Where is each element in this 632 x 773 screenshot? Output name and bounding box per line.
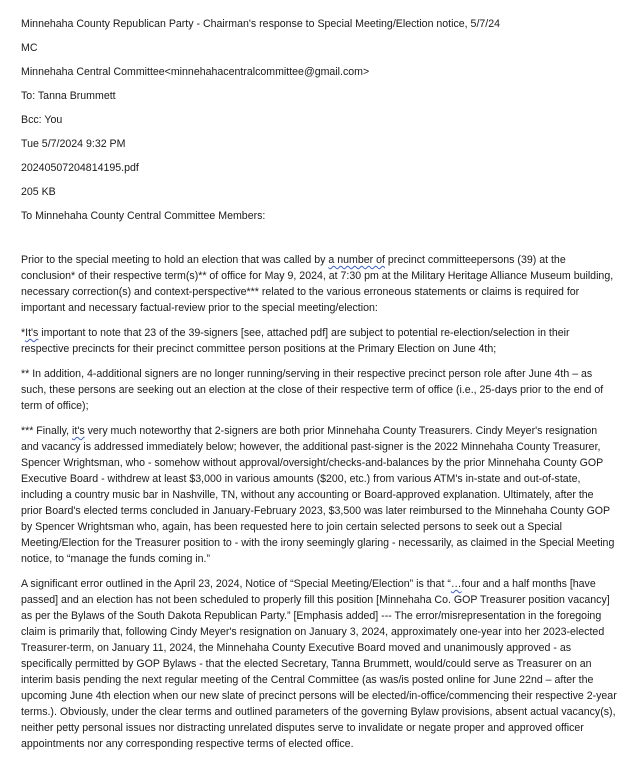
spellcheck-flag[interactable]: … [450,578,462,590]
spellcheck-flag[interactable]: it's [72,425,85,437]
body-paragraph-5: A significant error outlined in the April 23, 2024, Notice of “Special Meeting/Election” is that “…four and a half months [have passed] and an election has not been scheduled to properly fill this position [Minnehaha Co. GOP Treasurer position vacancy] as per the Bylaws of the South Dakota Republican Party.” [Emphasis added] --- The error/misrepresentation in the foregoing claim is primarily that, following Cindy Meyer's resignation on January 3, 2024, approximately one-year into her 2023-elected Treasurer-term, on January 11, 2024, the Minnehaha County Executive Board moved and unanimously approved - as specifically permitted by GOP Bylaws - that the elected Secretary, Tanna Brummett, would/could serve as Treasurer on an interim basis pending the next regular meeting of the Central Committee (as was/is posted online for June 22nd – after the upcoming June 4th election when our new slate of precinct persons will be elected/in-office/commencing their respective 2-year terms.). Obviously, under the clear terms and outlined parameters of the governing Bylaw provisions, absent actual vacancy(s), neither petty personal issues nor distracting unrelated disputes serve to invalidate or negate proper and approved officer appointments nor any corresponding respective terms of elected office. [21,578,617,750]
body-paragraph-1: Prior to the special meeting to hold an election that was called by a number of precinct committeepersons (39) at the conclusion* of their respective term(s)** of office for May 9, 2024, at 7:30 pm at the Military Heritage Alliance Museum building, necessary correction(s) and context-perspective*** related to the various erroneous statements or claims is required for important and necessary factual-review prior to the special meeting/election: [21,254,614,314]
email-to[interactable]: To: Tanna Brummett [21,90,116,102]
email-message [21,12,617,761]
spellcheck-flag[interactable]: It's [25,327,39,339]
attachment-size: 205 KB [21,186,56,198]
attachment-name[interactable]: 20240507204814195.pdf [21,162,139,174]
body-paragraph-4: *** Finally, it's very much noteworthy that 2-signers are both prior Minnehaha County Treasurers. Cindy Meyer's resignation and vacancy is addressed immediately below; however, the additional past-signer is the 2022 Minnehaha County Treasurer, Spencer Wrightsman, who - somehow without approval/oversight/checks-and-balances by the prior Minnehaha County GOP Executive Board - withdrew at least $3,000 in various amounts ($200, etc.) from various ATM's in-state and out-of-state, including a country music bar in Nashville, TN, without any accounting or Board-approved explanation. Ultimately, after the prior Board's elected terms concluded in January-February 2023, $3,500 was later reimbursed to the Minnehaha County GOP by Spencer Wrightsman who, again, has been requested here to join certain selected persons to seek out a Special Meeting/Election for the Treasurer position to - with the irony seemingly glaring - necessarily, as claimed in the Special Meeting notice, to “manage the funds coming in.” [21,425,615,565]
spacer [21,228,617,252]
body-paragraph-2: *It's important to note that 23 of the 39-signers [see, attached pdf] are subject to potential re-election/selection in their respective precincts for their precinct committee person positions at the Primary Election on June 4th; [21,327,570,355]
email-bcc: Bcc: You [21,114,63,126]
email-subject: Minnehaha County Republican Party - Chairman's response to Special Meeting/Election notice, 5/7/24 [21,18,501,30]
email-salutation: To Minnehaha County Central Committee Members: [21,210,266,222]
body-paragraph-3: ** In addition, 4-additional signers are no longer running/serving in their respective precinct person role after June 4th – as such, these persons are seeking out an election at the close of their respective term of office (i.e., 25-days prior to the end of term of office); [21,368,604,412]
sender-avatar-initials: MC [21,42,38,54]
spellcheck-flag[interactable]: a number of [328,254,385,266]
email-from[interactable]: Minnehaha Central Committee<minnehahacentralcommittee@gmail.com> [21,66,370,78]
email-date: Tue 5/7/2024 9:32 PM [21,138,126,150]
